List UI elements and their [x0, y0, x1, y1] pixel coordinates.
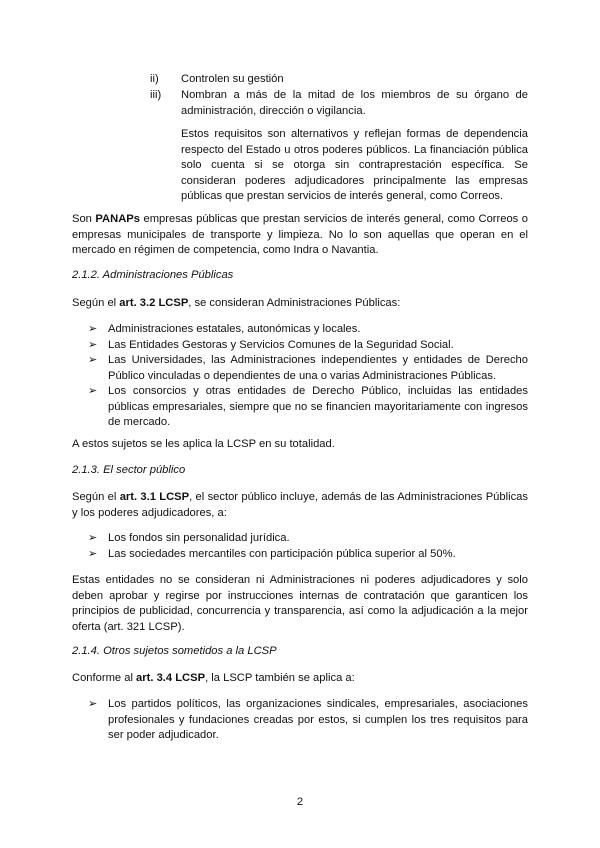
- roman-text: Nombran a más de la mitad de los miembros de su órgano de administración, dirección o vigilancia.: [181, 89, 528, 117]
- arrow-bullet-icon: ➢: [88, 698, 98, 710]
- arrow-bullet-icon: ➢: [88, 385, 98, 397]
- heading-2-1-2: 2.1.2. Administraciones Públicas: [72, 269, 234, 281]
- list-item: ➢ Las Universidades, las Administraciones independientes y entidades de Derecho Público vinculadas o dependientes de una o varias Administraciones Públicas.: [88, 354, 528, 382]
- intro-2-1-3: Según el art. 3.1 LCSP, el sector público incluye, además de las Administraciones Públicas y los poderes adjudicadores, a:: [72, 491, 529, 519]
- heading-2-1-3: 2.1.3. El sector público: [72, 464, 186, 476]
- arrow-bullet-icon: ➢: [88, 532, 98, 544]
- arrow-bullet-icon: ➢: [88, 354, 98, 366]
- arrow-bullet-icon: ➢: [88, 338, 98, 351]
- list-item: ➢ Los partidos políticos, las organizaciones sindicales, empresariales, asociaciones profesionales y fundaciones creadas por estos, si cumplen los tres requisitos para ser poder adjudicador.: [88, 698, 528, 741]
- arrow-bullet-icon: ➢: [88, 547, 98, 560]
- law-reference: art. 3.2 LCSP: [119, 297, 189, 309]
- heading-2-1-4: 2.1.4. Otros sujetos sometidos a la LCSP: [72, 645, 277, 657]
- arrow-bullet-icon: ➢: [88, 323, 98, 335]
- bullet-list-2-1-3: [88, 531, 528, 562]
- roman-numeral: iii): [150, 89, 162, 101]
- list-item: ➢ Los fondos sin personalidad jurídica.: [88, 531, 528, 547]
- list-item: ➢ Los consorcios y otras entidades de Derecho Público, incluidas las entidades públicas empresariales, siempre que no se financien mayoritariamente con ingresos de mercado.: [88, 385, 528, 428]
- list-item: ➢ Las sociedades mercantiles con participación pública superior al 50%.: [88, 547, 528, 563]
- law-reference: art. 3.4 LCSP: [136, 672, 206, 684]
- roman-numeral: ii): [150, 73, 159, 85]
- law-reference: art. 3.1 LCSP: [119, 491, 190, 503]
- panaps-paragraph: Son PANAPs empresas públicas que prestan servicios de interés general, como Correos o empresas municipales de transporte y limpieza. No lo son aquellas que operan en el mercado en régimen de competencia, como Indra o Navantia.: [72, 213, 528, 256]
- list-item: ➢ Administraciones estatales, autonómicas y locales.: [88, 322, 528, 338]
- intro-2-1-2: Según el art. 3.2 LCSP, se consideran Administraciones Públicas:: [72, 297, 401, 309]
- roman-item-ii: [150, 72, 528, 88]
- closing-2-1-3: Estas entidades no se consideran ni Administraciones ni poderes adjudicadores y solo deben aprobar y regirse por instrucciones internas de contratación que garanticen los principios de publicidad, concurrencia y transparencia, así como la adjudicación a la mejor oferta (art. 321 LCSP).: [72, 574, 528, 633]
- bullet-list-2-1-4: [88, 697, 528, 744]
- roman-item-iii: [150, 88, 528, 119]
- requirements-note: Estos requisitos son alternativos y reflejan formas de dependencia respecto del Estado u otros poderes públicos. La financiación pública solo cuenta si se otorga sin contraprestación específica. Se consideran poderes adjudicadores principalmente las empresas públicas que prestan servicios de interés general, como Correos.: [181, 128, 528, 202]
- bullet-list-2-1-2: [88, 322, 528, 431]
- closing-2-1-2: A estos sujetos se les aplica la LCSP en su totalidad.: [72, 438, 335, 450]
- roman-text: Controlen su gestión: [181, 73, 284, 85]
- panaps-term: PANAPs: [95, 213, 140, 225]
- list-item: ➢ Las Entidades Gestoras y Servicios Comunes de la Seguridad Social.: [88, 338, 528, 354]
- intro-2-1-4: Conforme al art. 3.4 LCSP, la LSCP también se aplica a:: [72, 672, 355, 684]
- page-number: 2: [296, 796, 304, 808]
